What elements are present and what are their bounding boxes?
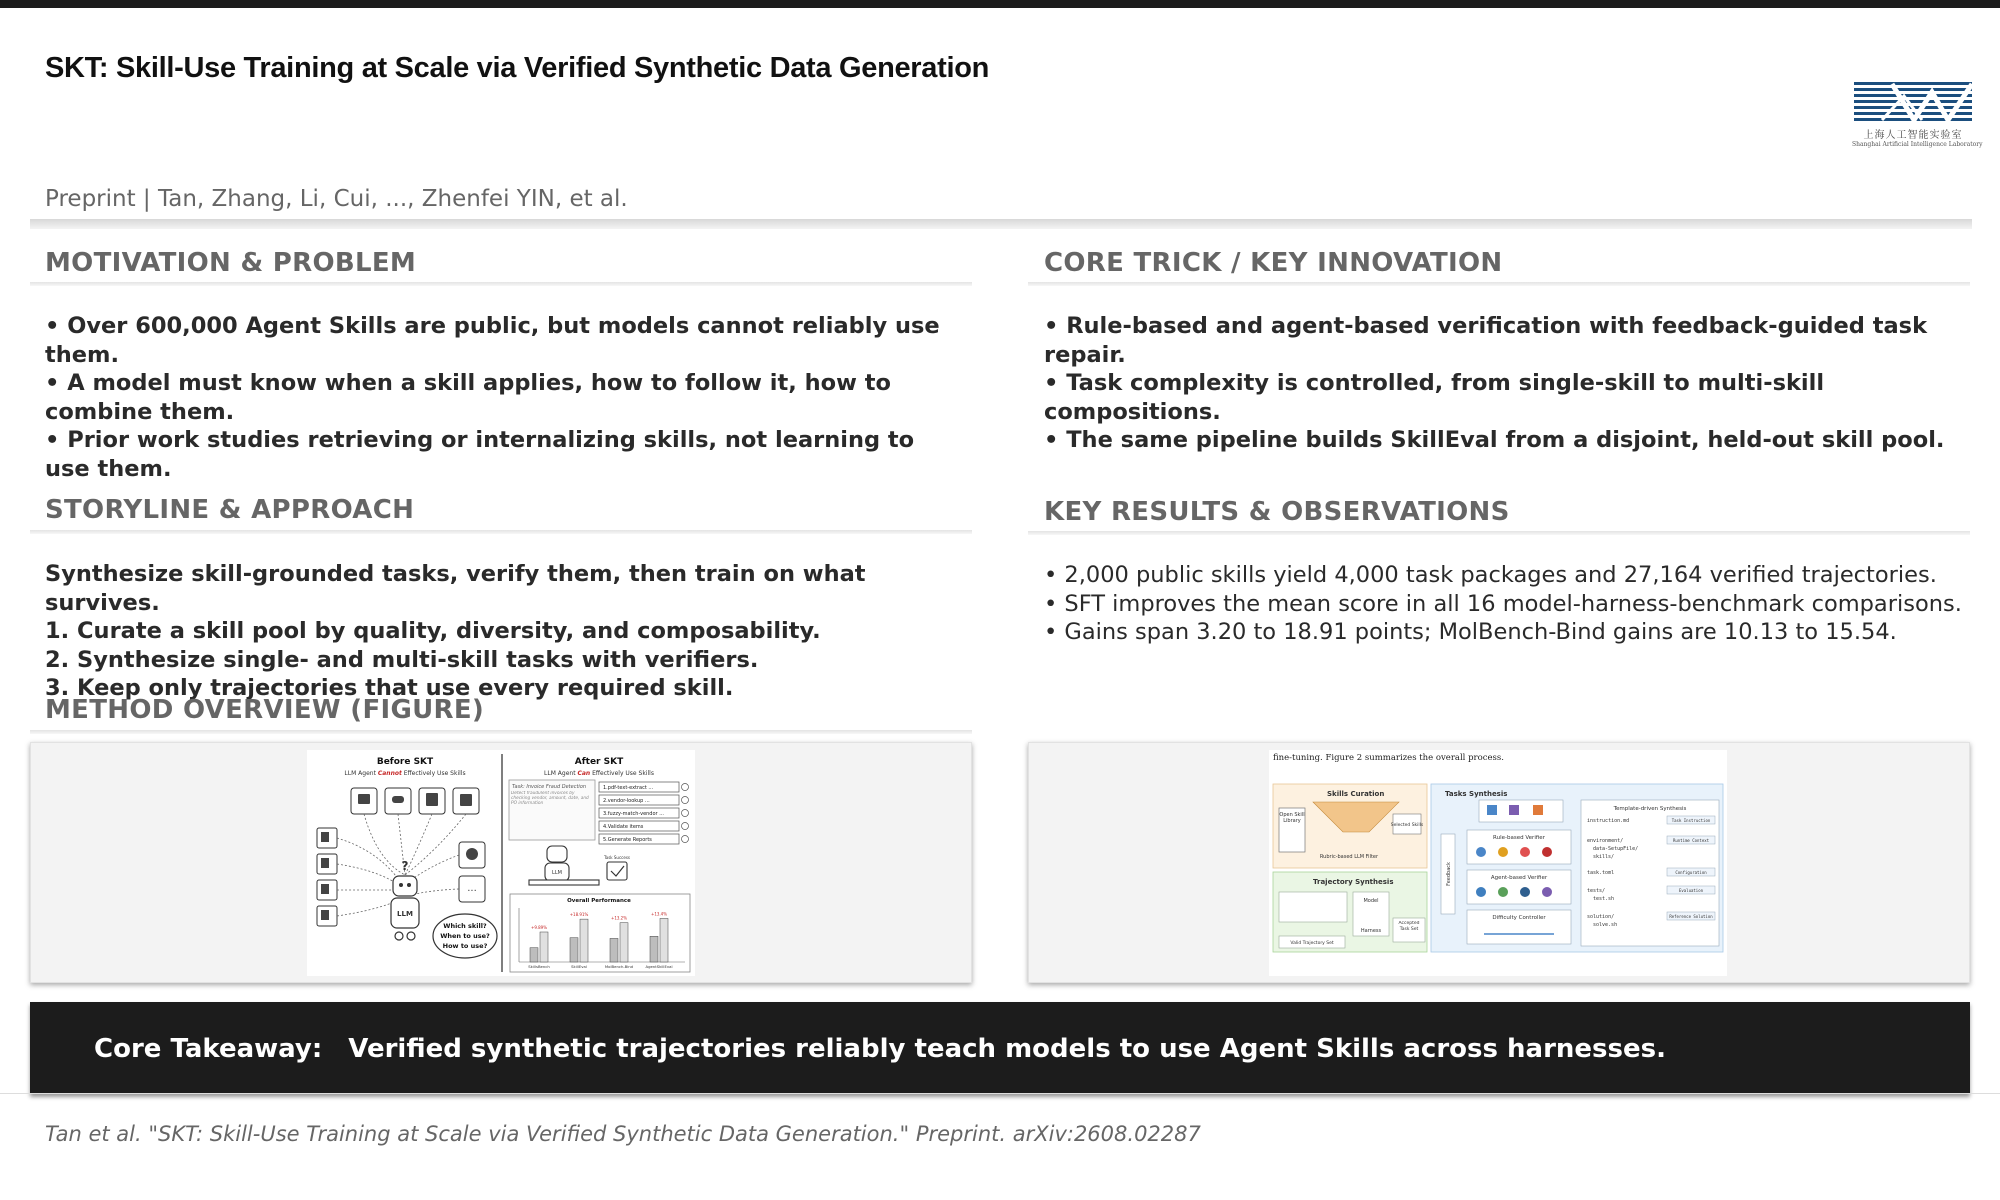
harness-label: Harness: [1360, 928, 1382, 934]
bubble-line: How to use?: [442, 942, 488, 950]
storyline-step: 2. Synthesize single- and multi-skill tasks with verifiers.: [45, 646, 759, 673]
figure-card-2: [1028, 742, 1970, 983]
file-role-label: Runtime Context: [1672, 838, 1710, 843]
core-takeaway-banner: [30, 1002, 1970, 1094]
file-tree-entry: task.toml: [1587, 870, 1615, 876]
motivation-bullets: [45, 312, 965, 483]
results-bullets: [1044, 561, 1964, 647]
skill-step-check-icon: [682, 797, 689, 804]
motivation-bullet: • A model must know when a skill applies, how to follow it, how to combine them.: [45, 370, 891, 425]
file-role-label: Reference Solution: [1669, 914, 1713, 919]
valid-trajectory-set-label: Valid Trajectory Set: [1290, 941, 1334, 946]
innovation-heading: CORE TRICK / KEY INNOVATION: [1044, 248, 1503, 278]
svg-text:···: ···: [467, 886, 477, 897]
file-role-label: Task Instruction: [1671, 818, 1711, 823]
mini-chart-category: SkillsBench: [528, 964, 550, 969]
skill-step-check-icon: [682, 823, 689, 830]
header-divider: [30, 219, 1972, 229]
top-bar: [0, 0, 2000, 8]
mini-chart-bar-before: [650, 936, 658, 962]
mini-chart-delta: +9.89%: [530, 925, 548, 930]
task-success-label: Task Success: [603, 855, 631, 860]
lab-logo-mark-icon: [1852, 80, 1974, 124]
mini-chart-bar-after: [580, 919, 588, 962]
model-label: Model: [1363, 898, 1379, 904]
figure-card-1: [30, 742, 972, 983]
storyline-lines: [45, 560, 965, 703]
before-subtitle: LLM Agent Cannot Effectively Use Skills: [344, 770, 466, 777]
skill-step-label: 4.Validate items: [603, 824, 644, 830]
skill-step-check-icon: [682, 810, 689, 817]
template-synthesis-label: Template-driven Synthesis: [1613, 806, 1687, 812]
tasks-synthesis-label: Tasks Synthesis: [1445, 790, 1508, 798]
mini-chart-category: AgentSkillEval: [645, 964, 673, 969]
skills-curation-label: Skills Curation: [1327, 790, 1385, 798]
mini-chart-delta: +13.2%: [610, 915, 628, 921]
mini-chart-category: MolBench-Bind: [604, 964, 634, 969]
file-tree-entry: skills/: [1593, 854, 1615, 860]
mini-chart-bar-before: [570, 938, 578, 962]
storyline-heading: STORYLINE & APPROACH: [45, 495, 415, 525]
skill-step-label: 2.vendor-lookup ...: [603, 798, 650, 804]
after-title: After SKT: [574, 757, 624, 767]
bubble-line: When to use?: [440, 932, 490, 940]
storyline-step: 1. Curate a skill pool by quality, diversity, and composability.: [45, 618, 821, 644]
file-tree-entry: solve.sh: [1593, 922, 1618, 928]
after-llm-label: LLM: [552, 870, 562, 876]
before-title: Before SKT: [376, 757, 434, 767]
task-label: Task: Invoice Fraud Detection: [512, 784, 587, 790]
file-role-label: Configuration: [1675, 870, 1707, 875]
figure2-caption: fine-tuning. Figure 2 summarizes the overall process.: [1273, 753, 1504, 763]
lab-logo: [1852, 80, 1983, 152]
innovation-divider: [1028, 282, 1970, 286]
core-takeaway-text: Verified synthetic trajectories reliably teach models to use Agent Skills across harnesses.: [348, 1034, 1666, 1064]
results-divider: [1028, 531, 1970, 535]
rule-verifier-label: Rule-based Verifier: [1493, 835, 1545, 841]
core-takeaway: [94, 1034, 1666, 1064]
storyline-step: 3. Keep only trajectories that use every required skill.: [45, 675, 734, 701]
trajectory-synthesis-label: Trajectory Synthesis: [1313, 878, 1394, 886]
file-tree-entry: data-SetupFile/: [1593, 846, 1639, 852]
skill-step-label: 1.pdf-text-extract ...: [603, 785, 654, 791]
motivation-divider: [30, 282, 972, 286]
innovation-bullet: • The same pipeline builds SkillEval from a disjoint, held-out skill pool.: [1044, 427, 1945, 453]
file-tree-entry: tests/: [1587, 888, 1606, 894]
file-tree-entry: solution/: [1587, 914, 1615, 920]
feedback-label: Feedback: [1446, 862, 1452, 886]
motivation-bullet: • Over 600,000 Agent Skills are public, but models cannot reliably use them.: [45, 313, 940, 368]
rubric-filter-label: Rubric-based LLM Filter: [1319, 854, 1379, 860]
citation: Tan et al. "SKT: Skill-Use Training at Scale via Verified Synthetic Data Generation." Preprint. arXiv:2608.02287: [45, 1122, 1201, 1146]
selected-skills-label: Selected Skills: [1390, 823, 1424, 828]
file-tree-entry: test.sh: [1593, 896, 1615, 902]
open-skill-library-label: Open Skill Library: [1279, 812, 1305, 824]
method-overview-divider: [30, 730, 972, 734]
poster-title: SKT: Skill-Use Training at Scale via Verified Synthetic Data Generation: [45, 52, 990, 84]
mini-chart-category: SkillEval: [571, 964, 587, 969]
mini-chart-bar-after: [660, 918, 668, 962]
task-description: Detect fraudulent invoices by checking vendor, amount, date, and PO information: [511, 791, 589, 807]
mini-chart-bar-before: [530, 948, 538, 962]
figure-before-after-skt: [307, 750, 695, 976]
agent-verifier-label: Agent-based Verifier: [1490, 875, 1548, 881]
difficulty-controller-label: Difficulty Controller: [1492, 915, 1546, 921]
innovation-bullet: • Rule-based and agent-based verification with feedback-guided task repair.: [1044, 313, 1928, 368]
skill-step-check-icon: [682, 836, 689, 843]
mini-chart-title: Overall Performance: [567, 898, 631, 904]
svg-text:?: ?: [401, 859, 409, 873]
file-role-label: Evaluation: [1678, 888, 1704, 893]
motivation-heading: MOTIVATION & PROBLEM: [45, 248, 417, 278]
mini-chart-bar-after: [620, 923, 628, 962]
results-bullet: • SFT improves the mean score in all 16 model-harness-benchmark comparisons.: [1044, 590, 1962, 617]
mini-chart-delta: +13.4%: [650, 911, 668, 917]
storyline-divider: [30, 530, 972, 534]
author-line: Preprint | Tan, Zhang, Li, Cui, ..., Zhenfei YIN, et al.: [45, 186, 628, 212]
innovation-bullet: • Task complexity is controlled, from single-skill to multi-skill compositions.: [1044, 370, 1825, 425]
lab-logo-cn: 上海人工智能实验室: [1863, 130, 1963, 141]
core-takeaway-label: Core Takeaway:: [94, 1034, 323, 1064]
mini-chart-bar-after: [540, 932, 548, 962]
bubble-line: Which skill?: [443, 922, 487, 930]
footer-divider: [0, 1093, 2000, 1094]
results-bullet: • Gains span 3.20 to 18.91 points; MolBench-Bind gains are 10.13 to 15.54.: [1044, 619, 1897, 645]
file-tree-entry: environment/: [1587, 838, 1624, 844]
skill-step-check-icon: [682, 784, 689, 791]
mini-chart-bar-before: [610, 938, 618, 962]
method-overview-heading: METHOD OVERVIEW (FIGURE): [45, 695, 485, 725]
skill-step-label: 3.fuzzy-match-vendor ...: [603, 811, 664, 817]
results-bullet: • 2,000 public skills yield 4,000 task packages and 27,164 verified trajectories.: [1044, 562, 1937, 588]
innovation-bullets: [1044, 312, 1964, 455]
after-subtitle: LLM Agent Can Effectively Use Skills: [544, 770, 654, 777]
storyline-intro: Synthesize skill-grounded tasks, verify them, then train on what survives.: [45, 561, 866, 616]
skill-step-label: 5.Generate Reports: [603, 837, 652, 843]
before-llm-label: LLM: [397, 910, 413, 918]
results-heading: KEY RESULTS & OBSERVATIONS: [1044, 497, 1510, 527]
lab-logo-en: Shanghai Artificial Intelligence Laboratory: [1852, 141, 1983, 148]
figure-skt-pipeline: [1269, 750, 1727, 976]
mini-chart-delta: +18.91%: [569, 912, 589, 918]
motivation-bullet: • Prior work studies retrieving or internalizing skills, not learning to use them.: [45, 427, 915, 482]
file-tree-entry: instruction.md: [1587, 818, 1630, 824]
accepted-task-set-label: Accepted Task Set: [1398, 921, 1420, 932]
